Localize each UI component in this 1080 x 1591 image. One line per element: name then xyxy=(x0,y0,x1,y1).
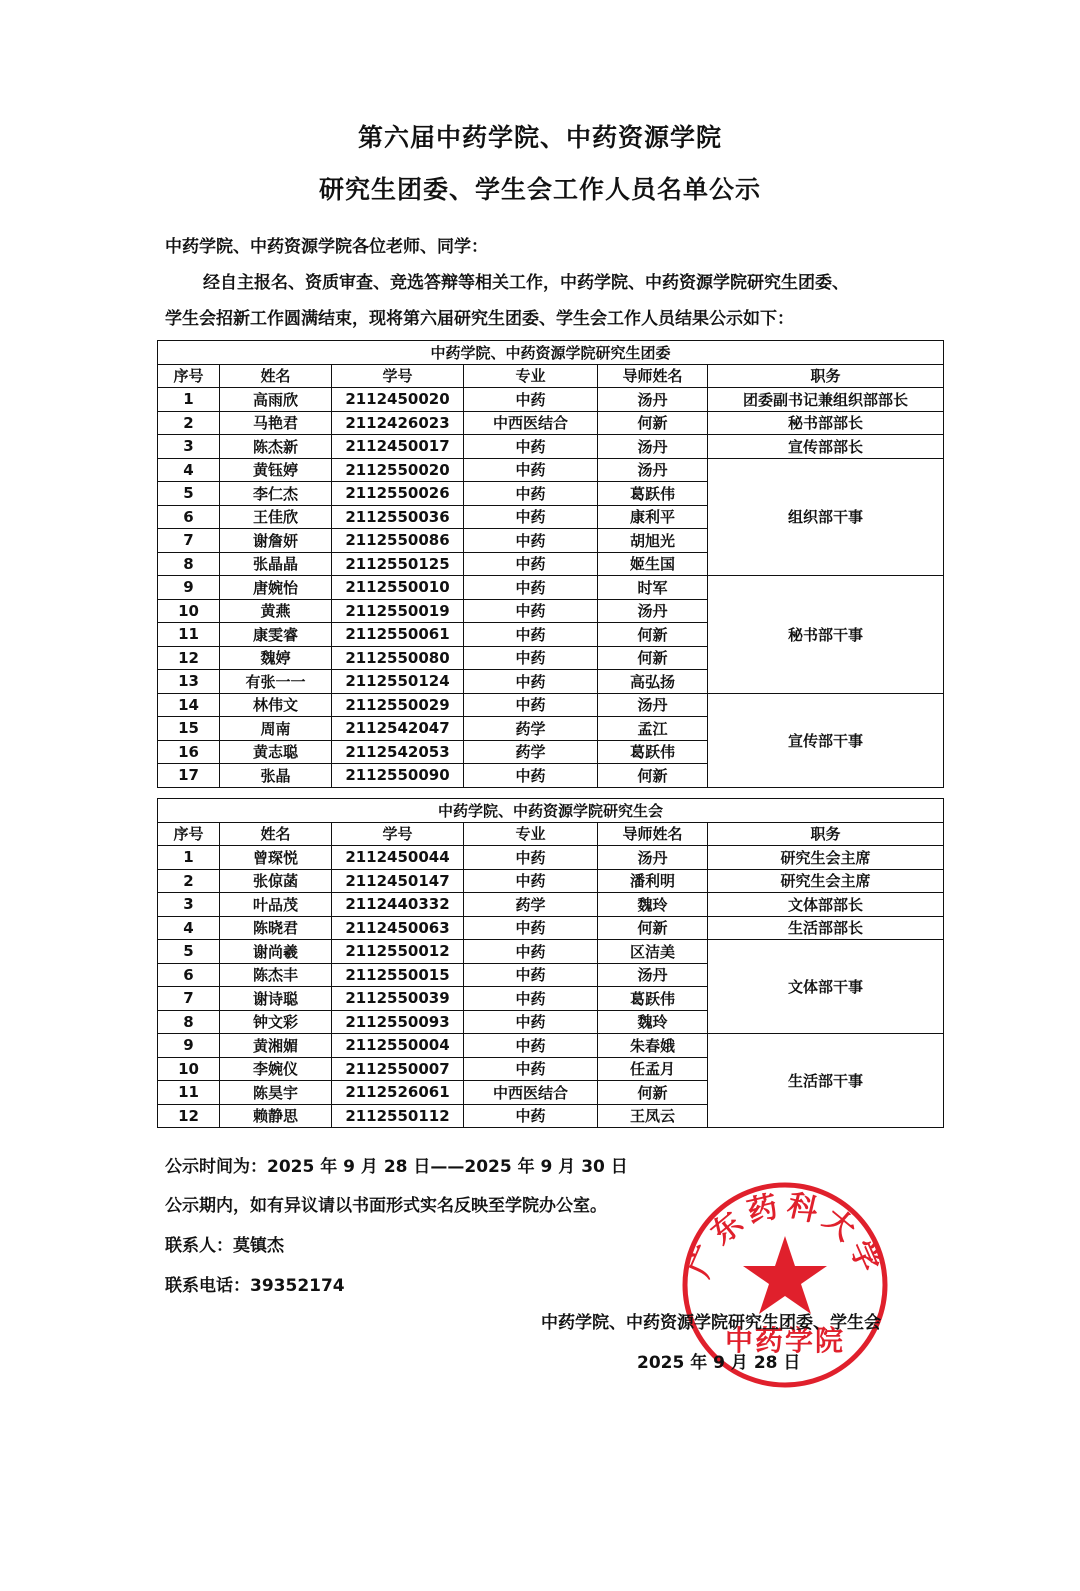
student-id: 2112450020 xyxy=(332,388,464,412)
seal-outer-text: 广东药科大学 xyxy=(682,1187,889,1283)
member-name: 陈杰新 xyxy=(220,435,332,459)
advisor-name: 区洁美 xyxy=(598,940,708,964)
member-name: 李仁杰 xyxy=(220,482,332,506)
col-header-major: 专业 xyxy=(464,822,598,846)
advisor-name: 康利平 xyxy=(598,505,708,529)
major: 中药 xyxy=(464,693,598,717)
student-id: 2112550124 xyxy=(332,670,464,694)
advisor-name: 任孟月 xyxy=(598,1057,708,1081)
star-icon xyxy=(743,1236,827,1314)
advisor-name: 姬生国 xyxy=(598,552,708,576)
student-id: 2112550125 xyxy=(332,552,464,576)
member-name: 谢尚羲 xyxy=(220,940,332,964)
row-number: 7 xyxy=(158,987,220,1011)
advisor-name: 孟江 xyxy=(598,717,708,741)
advisor-name: 汤丹 xyxy=(598,599,708,623)
objection-note: 公示期内，如有异议请以书面形式实名反映至学院办公室。 xyxy=(165,1196,607,1216)
advisor-name: 魏玲 xyxy=(598,1010,708,1034)
row-number: 17 xyxy=(158,764,220,788)
member-name: 王佳欣 xyxy=(220,505,332,529)
position-cell: 研究生会主席 xyxy=(708,846,944,870)
student-id: 2112426023 xyxy=(332,411,464,435)
position-cell: 团委副书记兼组织部部长 xyxy=(708,388,944,412)
member-name: 张晶晶 xyxy=(220,552,332,576)
table-row xyxy=(158,1034,944,1058)
row-number: 4 xyxy=(158,916,220,940)
major: 中药 xyxy=(464,529,598,553)
row-number: 14 xyxy=(158,693,220,717)
row-number: 6 xyxy=(158,963,220,987)
major: 中药 xyxy=(464,552,598,576)
col-header-student-id: 学号 xyxy=(332,364,464,388)
student-id: 2112550004 xyxy=(332,1034,464,1058)
position-cell: 生活部干事 xyxy=(708,1034,944,1128)
member-name: 张晶 xyxy=(220,764,332,788)
member-name: 张倞菡 xyxy=(220,869,332,893)
student-id: 2112550012 xyxy=(332,940,464,964)
member-name: 李婉仪 xyxy=(220,1057,332,1081)
row-number: 13 xyxy=(158,670,220,694)
student-id: 2112550026 xyxy=(332,482,464,506)
member-name: 叶品茂 xyxy=(220,893,332,917)
member-name: 黄钰婷 xyxy=(220,458,332,482)
advisor-name: 王凤云 xyxy=(598,1104,708,1128)
major: 中药 xyxy=(464,940,598,964)
table-row xyxy=(158,388,944,412)
major: 中药 xyxy=(464,987,598,1011)
table-row xyxy=(158,869,944,893)
major: 药学 xyxy=(464,893,598,917)
col-header-advisor: 导师姓名 xyxy=(598,822,708,846)
row-number: 10 xyxy=(158,599,220,623)
row-number: 16 xyxy=(158,740,220,764)
col-header-advisor: 导师姓名 xyxy=(598,364,708,388)
major: 中药 xyxy=(464,1034,598,1058)
advisor-name: 汤丹 xyxy=(598,388,708,412)
major: 中药 xyxy=(464,599,598,623)
student-id: 2112550036 xyxy=(332,505,464,529)
member-name: 有张一一 xyxy=(220,670,332,694)
student-id: 2112550019 xyxy=(332,599,464,623)
member-name: 钟文彩 xyxy=(220,1010,332,1034)
advisor-name: 葛跃伟 xyxy=(598,482,708,506)
notice-period: 公示时间为：2025 年 9 月 28 日——2025 年 9 月 30 日 xyxy=(165,1157,628,1177)
table-row xyxy=(158,576,944,600)
major: 中药 xyxy=(464,458,598,482)
position-cell: 秘书部部长 xyxy=(708,411,944,435)
advisor-name: 何新 xyxy=(598,623,708,647)
major: 中药 xyxy=(464,623,598,647)
position-cell: 研究生会主席 xyxy=(708,869,944,893)
contact-phone: 联系电话：39352174 xyxy=(165,1276,345,1296)
row-number: 2 xyxy=(158,869,220,893)
table-row xyxy=(158,846,944,870)
member-name: 谢诗聪 xyxy=(220,987,332,1011)
advisor-name: 汤丹 xyxy=(598,435,708,459)
advisor-name: 何新 xyxy=(598,764,708,788)
student-id: 2112550080 xyxy=(332,646,464,670)
table-row xyxy=(158,893,944,917)
advisor-name: 汤丹 xyxy=(598,693,708,717)
major: 中西医结合 xyxy=(464,411,598,435)
advisor-name: 葛跃伟 xyxy=(598,987,708,1011)
advisor-name: 葛跃伟 xyxy=(598,740,708,764)
col-header-no: 序号 xyxy=(158,822,220,846)
major: 中药 xyxy=(464,1104,598,1128)
greeting: 中药学院、中药资源学院各位老师、同学： xyxy=(165,237,488,257)
member-name: 赖静思 xyxy=(220,1104,332,1128)
position-cell: 文体部部长 xyxy=(708,893,944,917)
advisor-name: 时军 xyxy=(598,576,708,600)
member-name: 黄燕 xyxy=(220,599,332,623)
table-row xyxy=(158,458,944,482)
row-number: 5 xyxy=(158,940,220,964)
row-number: 1 xyxy=(158,846,220,870)
major: 中药 xyxy=(464,646,598,670)
intro-line-2: 学生会招新工作圆满结束，现将第六届研究生团委、学生会工作人员结果公示如下： xyxy=(165,309,794,329)
advisor-name: 何新 xyxy=(598,411,708,435)
advisor-name: 汤丹 xyxy=(598,846,708,870)
member-name: 唐婉怡 xyxy=(220,576,332,600)
row-number: 9 xyxy=(158,1034,220,1058)
major: 中药 xyxy=(464,916,598,940)
member-name: 魏婷 xyxy=(220,646,332,670)
advisor-name: 魏玲 xyxy=(598,893,708,917)
intro-line-1: 经自主报名、资质审查、竞选答辩等相关工作，中药学院、中药资源学院研究生团委、 xyxy=(203,273,849,293)
member-name: 陈杰丰 xyxy=(220,963,332,987)
row-number: 6 xyxy=(158,505,220,529)
student-union-table xyxy=(157,798,944,1128)
member-name: 陈昊宇 xyxy=(220,1081,332,1105)
seal-inner-text: 中药学院 xyxy=(724,1324,846,1357)
major: 中药 xyxy=(464,670,598,694)
league-committee-table xyxy=(157,340,944,788)
student-id: 2112440332 xyxy=(332,893,464,917)
row-number: 11 xyxy=(158,623,220,647)
col-header-name: 姓名 xyxy=(220,822,332,846)
signature-organization: 中药学院、中药资源学院研究生团委、学生会 xyxy=(541,1313,881,1333)
major: 中药 xyxy=(464,1057,598,1081)
row-number: 9 xyxy=(158,576,220,600)
row-number: 8 xyxy=(158,1010,220,1034)
student-id: 2112550029 xyxy=(332,693,464,717)
major: 中药 xyxy=(464,482,598,506)
advisor-name: 何新 xyxy=(598,646,708,670)
student-id: 2112450017 xyxy=(332,435,464,459)
row-number: 12 xyxy=(158,1104,220,1128)
major: 中药 xyxy=(464,505,598,529)
table-caption: 中药学院、中药资源学院研究生会 xyxy=(158,799,944,823)
advisor-name: 胡旭光 xyxy=(598,529,708,553)
student-id: 2112450044 xyxy=(332,846,464,870)
advisor-name: 何新 xyxy=(598,1081,708,1105)
row-number: 4 xyxy=(158,458,220,482)
student-id: 2112550020 xyxy=(332,458,464,482)
row-number: 8 xyxy=(158,552,220,576)
student-id: 2112526061 xyxy=(332,1081,464,1105)
signature-date: 2025 年 9 月 28 日 xyxy=(637,1353,801,1373)
student-id: 2112550039 xyxy=(332,987,464,1011)
position-cell: 宣传部干事 xyxy=(708,693,944,787)
advisor-name: 潘利明 xyxy=(598,869,708,893)
major: 药学 xyxy=(464,717,598,741)
table-row xyxy=(158,435,944,459)
contact-person: 联系人：莫镇杰 xyxy=(165,1236,284,1256)
member-name: 高雨欣 xyxy=(220,388,332,412)
member-name: 康雯睿 xyxy=(220,623,332,647)
position-cell: 组织部干事 xyxy=(708,458,944,576)
member-name: 马艳君 xyxy=(220,411,332,435)
member-name: 黄志聪 xyxy=(220,740,332,764)
row-number: 2 xyxy=(158,411,220,435)
major: 药学 xyxy=(464,740,598,764)
student-id: 2112550015 xyxy=(332,963,464,987)
member-name: 黄湘媚 xyxy=(220,1034,332,1058)
col-header-major: 专业 xyxy=(464,364,598,388)
major: 中药 xyxy=(464,869,598,893)
row-number: 7 xyxy=(158,529,220,553)
col-header-name: 姓名 xyxy=(220,364,332,388)
col-header-student-id: 学号 xyxy=(332,822,464,846)
advisor-name: 高弘扬 xyxy=(598,670,708,694)
major: 中药 xyxy=(464,1010,598,1034)
row-number: 3 xyxy=(158,893,220,917)
advisor-name: 汤丹 xyxy=(598,963,708,987)
row-number: 1 xyxy=(158,388,220,412)
major: 中药 xyxy=(464,846,598,870)
row-number: 3 xyxy=(158,435,220,459)
member-name: 谢詹妍 xyxy=(220,529,332,553)
student-id: 2112550007 xyxy=(332,1057,464,1081)
col-header-position: 职务 xyxy=(708,364,944,388)
student-id: 2112550061 xyxy=(332,623,464,647)
table-row xyxy=(158,693,944,717)
major: 中药 xyxy=(464,764,598,788)
student-id: 2112542053 xyxy=(332,740,464,764)
advisor-name: 何新 xyxy=(598,916,708,940)
position-cell: 生活部部长 xyxy=(708,916,944,940)
student-id: 2112450147 xyxy=(332,869,464,893)
table-row xyxy=(158,940,944,964)
member-name: 林伟文 xyxy=(220,693,332,717)
student-id: 2112550010 xyxy=(332,576,464,600)
member-name: 曾琛悦 xyxy=(220,846,332,870)
position-cell: 文体部干事 xyxy=(708,940,944,1034)
major: 中药 xyxy=(464,388,598,412)
student-id: 2112542047 xyxy=(332,717,464,741)
major: 中药 xyxy=(464,435,598,459)
member-name: 周南 xyxy=(220,717,332,741)
document-title-line1: 第六届中药学院、中药资源学院 xyxy=(357,123,722,152)
position-cell: 宣传部部长 xyxy=(708,435,944,459)
table-caption: 中药学院、中药资源学院研究生团委 xyxy=(158,341,944,365)
row-number: 11 xyxy=(158,1081,220,1105)
member-name: 陈晓君 xyxy=(220,916,332,940)
student-id: 2112550086 xyxy=(332,529,464,553)
major: 中西医结合 xyxy=(464,1081,598,1105)
row-number: 5 xyxy=(158,482,220,506)
student-id: 2112550112 xyxy=(332,1104,464,1128)
advisor-name: 汤丹 xyxy=(598,458,708,482)
table-row xyxy=(158,411,944,435)
row-number: 10 xyxy=(158,1057,220,1081)
row-number: 15 xyxy=(158,717,220,741)
major: 中药 xyxy=(464,963,598,987)
col-header-position: 职务 xyxy=(708,822,944,846)
major: 中药 xyxy=(464,576,598,600)
advisor-name: 朱春娥 xyxy=(598,1034,708,1058)
document-title-line2: 研究生团委、学生会工作人员名单公示 xyxy=(318,175,761,204)
student-id: 2112550093 xyxy=(332,1010,464,1034)
row-number: 12 xyxy=(158,646,220,670)
student-id: 2112550090 xyxy=(332,764,464,788)
table-row xyxy=(158,916,944,940)
col-header-no: 序号 xyxy=(158,364,220,388)
position-cell: 秘书部干事 xyxy=(708,576,944,694)
student-id: 2112450063 xyxy=(332,916,464,940)
